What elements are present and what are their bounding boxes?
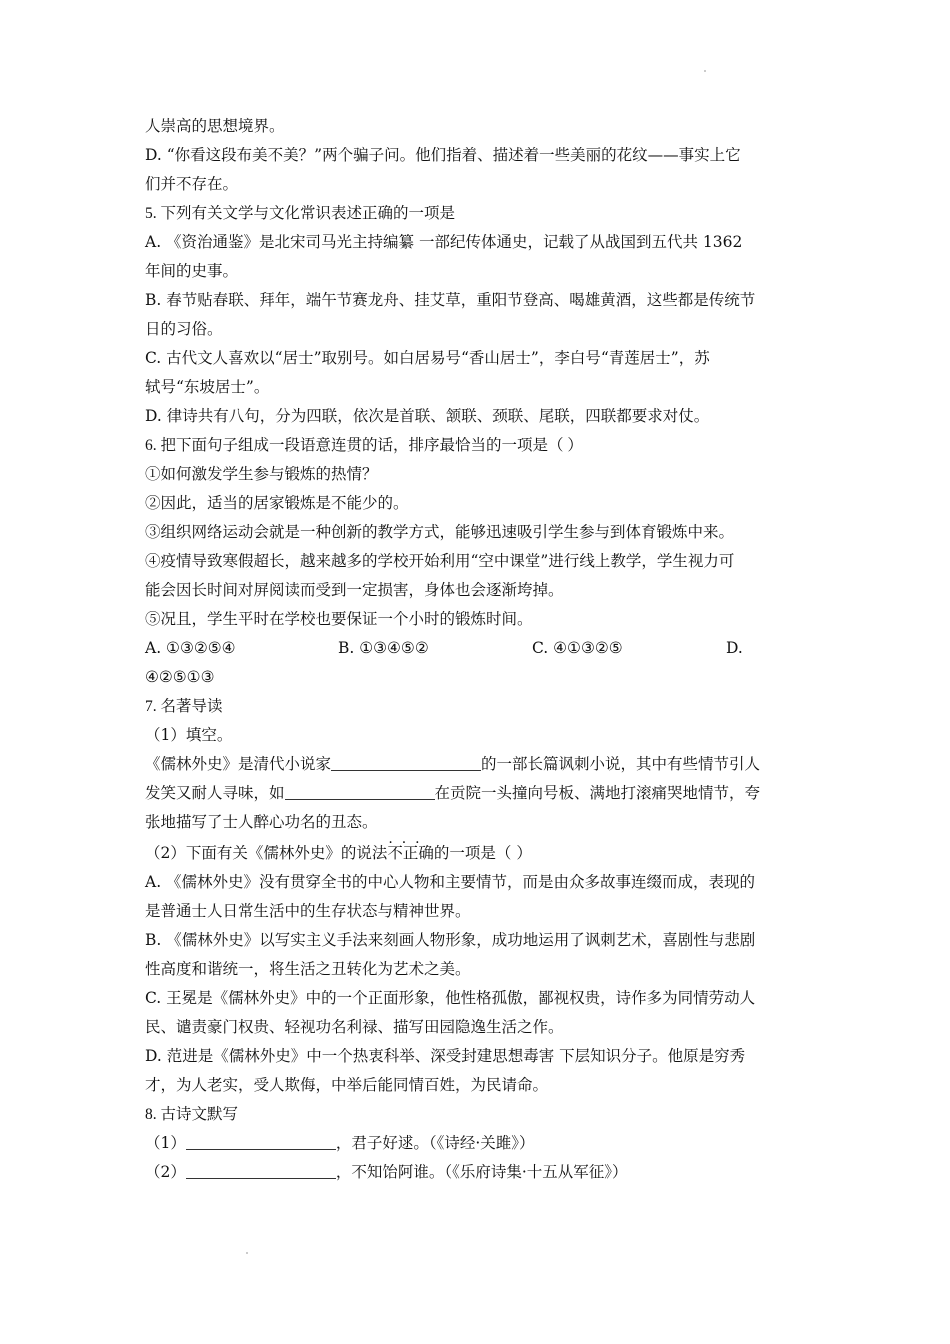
q6-option-a[interactable]: A. ①③②⑤④ xyxy=(145,639,236,657)
q8-item-1-number: （1） xyxy=(145,1134,186,1152)
q7-option-c-line2: 民、谴责豪门权贵、轻视功名利禄、描写田园隐逸生活之作。 xyxy=(145,1018,564,1036)
q7-fill-line1-suffix: 的一部长篇讽刺小说，其中有些情节引人 xyxy=(481,755,761,773)
q6-option-d-value: ④②⑤①③ xyxy=(145,668,215,686)
q6-sentence-1: ①如何激发学生参与锻炼的热情？ xyxy=(145,465,378,483)
q8-item-2-text: ，不知饴阿谁。（《乐府诗集·十五从军征》） xyxy=(335,1163,628,1181)
q8-item-2 xyxy=(145,1158,810,1187)
q7-sub2-suffix: 的一项是（ ） xyxy=(433,844,532,862)
q7-sub1: （1）填空。 xyxy=(145,726,233,744)
q6-sentence-2: ②因此，适当的居家锻炼是不能少的。 xyxy=(145,494,409,512)
q8-title: 8. 古诗文默写 xyxy=(145,1106,239,1123)
q7-fill-line2 xyxy=(145,779,810,808)
q7-fill-line2-suffix: 在贡院一头撞向号板、满地打滚痛哭地情节，夸 xyxy=(434,784,761,802)
q7-option-b-line2: 性高度和谐统一，将生活之丑转化为艺术之美。 xyxy=(145,960,471,978)
q8-blank-2[interactable] xyxy=(186,1161,336,1179)
q6-sentence-4-line2: 能会因长时间对屏阅读而受到一定损害，身体也会逐渐垮掉。 xyxy=(145,581,564,599)
q7-sub2-prefix: （2）下面有关《儒林外史》的说法 xyxy=(145,844,388,862)
q6-options xyxy=(145,634,810,663)
q5-option-c-line1: C. 古代文人喜欢以“居士”取别号。如白居易号“香山居士”，李白号“青莲居士”，苏 xyxy=(145,349,710,367)
q7-blank-author[interactable] xyxy=(331,753,481,771)
q8-item-1 xyxy=(145,1129,810,1158)
q7-fill-line3: 张地描写了士人醉心功名的丑态。 xyxy=(145,813,378,831)
q6-sentence-3: ③组织网络运动会就是一种创新的教学方式，能够迅速吸引学生参与到体育锻炼中来。 xyxy=(145,523,735,541)
q7-title: 7. 名著导读 xyxy=(145,698,223,715)
q7-option-a-line2: 是普通士人日常生活中的生存状态与精神世界。 xyxy=(145,902,471,920)
q4-continuation: 人崇高的思想境界。 xyxy=(145,117,285,135)
q6-option-c[interactable]: C. ④①③②⑤ xyxy=(532,639,623,657)
q5-option-c-line2: 轼号“东坡居士”。 xyxy=(145,378,270,396)
q7-sub2-emphasis: · · · 不正确 xyxy=(387,844,434,862)
scan-dot-bottom xyxy=(246,1252,248,1254)
q5-title: 5. 下列有关文学与文化常识表述正确的一项是 xyxy=(145,205,456,222)
q6-option-d[interactable]: D. xyxy=(726,639,743,657)
q5-option-a-line1: A. 《资治通鉴》是北宋司马光主持编纂 一部纪传体通史，记载了从战国到五代共 1362 xyxy=(145,233,743,251)
q6-sentence-4-line1: ④疫情导致寒假超长，越来越多的学校开始利用“空中课堂”进行线上教学，学生视力可 xyxy=(145,552,735,570)
q7-fill-line1 xyxy=(145,750,810,779)
q8-item-2-number: （2） xyxy=(145,1163,186,1181)
q5-option-a-line2: 年间的史事。 xyxy=(145,262,239,280)
q7-option-d-line1: D. 范进是《儒林外史》中一个热衷科举、深受封建思想毒害 下层知识分子。他原是穷秀 xyxy=(145,1047,746,1065)
q7-fill-line2-prefix: 发笑又耐人寻味，如 xyxy=(145,784,285,802)
q4-option-d-line2: 们并不存在。 xyxy=(145,175,239,193)
exam-content xyxy=(145,112,810,1187)
q6-option-b[interactable]: B. ①③④⑤② xyxy=(338,639,429,657)
q7-option-c-line1: C. 王冕是《儒林外史》中的一个正面形象，他性格孤傲，鄙视权贵，诗作多为同情劳动人 xyxy=(145,989,756,1007)
q7-blank-character[interactable] xyxy=(285,782,435,800)
q6-title: 6. 把下面句子组成一段语意连贯的话，排序最恰当的一项是（ ） xyxy=(145,437,583,454)
q7-option-a-line1: A. 《儒林外史》没有贯穿全书的中心人物和主要情节，而是由众多故事连缀而成，表现的 xyxy=(145,873,756,891)
q8-item-1-text: ，君子好逑。（《诗经·关雎》） xyxy=(335,1134,535,1152)
q4-option-d-line1: D. “你看这段布美不美？”两个骗子问。他们指着、描述着一些美丽的花纹——事实上它 xyxy=(145,146,741,164)
scan-dot-top xyxy=(704,70,706,72)
q6-sentence-5: ⑤况且，学生平时在学校也要保证一个小时的锻炼时间。 xyxy=(145,610,533,628)
q5-option-d: D. 律诗共有八句，分为四联，依次是首联、颔联、颈联、尾联，四联都要求对仗。 xyxy=(145,407,710,425)
q7-option-b-line1: B. 《儒林外史》以写实主义手法来刻画人物形象，成功地运用了讽刺艺术，喜剧性与悲剧 xyxy=(145,931,756,949)
q8-blank-1[interactable] xyxy=(186,1132,336,1150)
q7-fill-line1-prefix: 《儒林外史》是清代小说家 xyxy=(145,755,332,773)
q5-option-b-line2: 日的习俗。 xyxy=(145,320,223,338)
q7-sub2 xyxy=(145,839,810,868)
q5-option-b-line1: B. 春节贴春联、拜年，端午节赛龙舟、挂艾草，重阳节登高、喝雄黄酒，这些都是传统节 xyxy=(145,291,756,309)
q7-option-d-line2: 才，为人老实，受人欺侮，中举后能同情百姓，为民请命。 xyxy=(145,1076,549,1094)
